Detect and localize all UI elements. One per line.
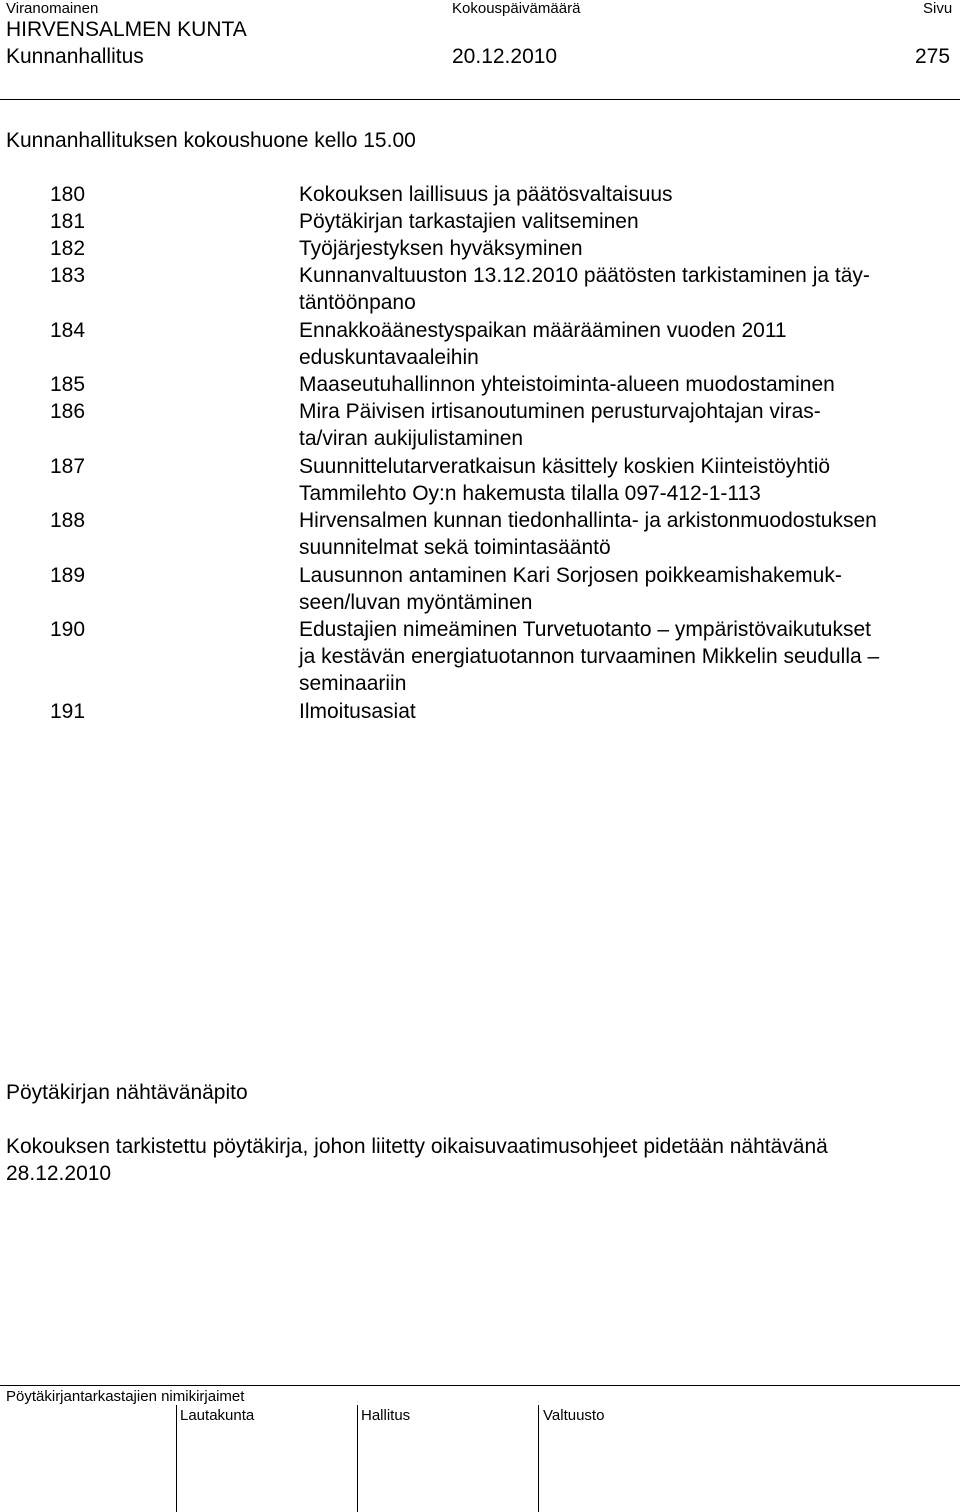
agenda-item-title: Kokouksen laillisuus ja päätösvaltaisuus [299,183,673,206]
municipality-name: HIRVENSALMEN KUNTA [6,18,247,41]
agenda-item-title: Ilmoitusasiat [299,700,416,723]
display-heading: Pöytäkirjan nähtävänäpito [6,1081,248,1104]
agenda-item-number: 189 [50,564,86,587]
agenda-item-number: 187 [50,455,86,478]
agenda-item-title: Kunnanvaltuuston 13.12.2010 päätösten tarkistaminen ja täy- täntöönpano [299,264,870,314]
page-number: 275 [915,45,951,68]
footer-column-divider [538,1405,539,1512]
agenda-item-number: 180 [50,183,86,206]
agenda-item-title: Edustajien nimeäminen Turvetuotanto – ympäristövaikutukset ja kestävän energiatuotannon turvaaminen Mikkelin seudulla – seminaariin [299,618,880,695]
agenda-item-number: 188 [50,509,86,532]
agenda-item-title: Mira Päivisen irtisanoutuminen perusturvajohtajan viras- ta/viran aukijulistaminen [299,400,821,450]
footer-title: Pöytäkirjantarkastajien nimikirjaimet [6,1388,245,1405]
header-divider [0,99,960,100]
agenda-item-number: 185 [50,373,86,396]
footer-column-divider [176,1405,177,1512]
footer-divider [0,1385,960,1386]
agenda-item-number: 182 [50,237,86,260]
agenda-item-number: 183 [50,264,86,287]
footer-column-divider [357,1405,358,1512]
agenda-item-number: 191 [50,700,86,723]
agenda-item-number: 190 [50,618,86,641]
display-date: 28.12.2010 [6,1162,112,1185]
agenda-item-title: Hirvensalmen kunnan tiedonhallinta- ja arkistonmuodostuksen suunnitelmat sekä toimintasääntö [299,509,877,559]
display-text: Kokouksen tarkistettu pöytäkirja, johon liitetty oikaisuvaatimusohjeet pidetään nähtävänä [6,1135,828,1158]
authority-name: Kunnanhallitus [6,45,144,68]
agenda-item-number: 184 [50,319,86,342]
header-label-page: Sivu [923,0,953,17]
footer-column-lautakunta: Lautakunta [180,1407,255,1424]
agenda-item-number: 186 [50,400,86,423]
agenda-item-title: Ennakkoäänestyspaikan määrääminen vuoden 2011 eduskuntavaaleihin [299,319,787,369]
agenda-item-title: Maaseutuhallinnon yhteistoiminta-alueen muodostaminen [299,373,835,396]
footer-column-valtuusto: Valtuusto [543,1407,605,1424]
header-label-authority: Viranomainen [6,0,99,17]
header-label-date: Kokouspäivämäärä [452,0,581,17]
meeting-date: 20.12.2010 [452,45,558,68]
agenda-item-title: Työjärjestyksen hyväksyminen [299,237,583,260]
meeting-location-time: Kunnanhallituksen kokoushuone kello 15.00 [6,129,416,152]
agenda-item-title: Pöytäkirjan tarkastajien valitseminen [299,210,639,233]
agenda-item-number: 181 [50,210,86,233]
agenda-item-title: Suunnittelutarveratkaisun käsittely koskien Kiinteistöyhtiö Tammilehto Oy:n hakemusta tilalla 097-412-1-113 [299,455,831,505]
footer-column-hallitus: Hallitus [361,1407,411,1424]
agenda-item-title: Lausunnon antaminen Kari Sorjosen poikkeamishakemuk- seen/luvan myöntäminen [299,564,842,614]
